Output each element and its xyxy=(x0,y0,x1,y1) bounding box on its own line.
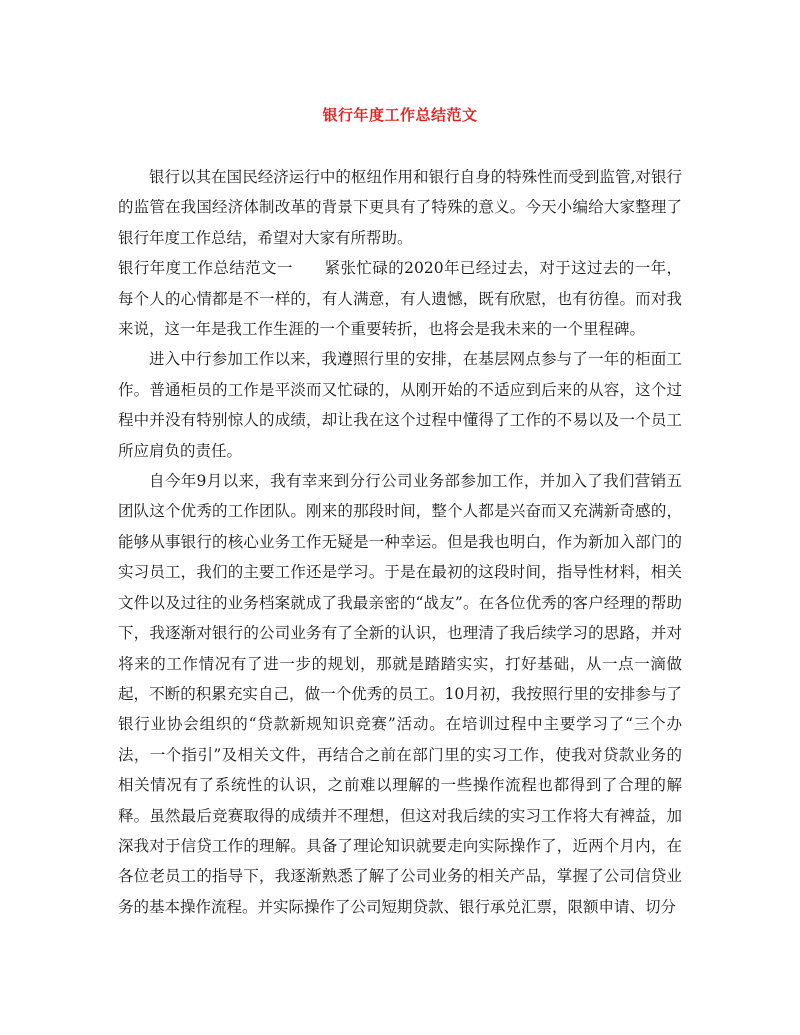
paragraph-sample-one: 银行年度工作总结范文一 紧张忙碌的2020年已经过去，对于这过去的一年，每个人的心情都是不一样的，有人满意，有人遗憾，既有欣慰，也有彷徨。而对我来说，这一年是我工作生涯的一个重要转折，也将会是我未来的一个里程碑。 xyxy=(118,259,682,339)
paragraph-corporate-work: 自今年9月以来，我有幸来到分行公司业务部参加工作，并加入了我们营销五团队这个优秀的工作团队。刚来的那段时间，整个人都是兴奋而又充满新奇感的，能够从事银行的核心业务工作无疑是一种幸运。但是我也明白，作为新加入部门的实习员工，我们的主要工作还是学习。于是在最初的这段时间，指导性材料，相关文件以及过往的业务档案就成了我最亲密的“战友”。在各位优秀的客户经理的帮助下，我逐渐对银行的公司业务有了全新的认识，也理清了我后续学习的思路，并对将来的工作情况有了进一步的规划，那就是踏踏实实，打好基础，从一点一滴做起，不断的积累充实自己，做一个优秀的员工。10月初，我按照行里的安排参与了银行业协会组织的“贷款新规知识竞赛”活动。在培训过程中主要学习了“三个办法，一个指引”及相关文件，再结合之前在部门里的实习工作，使我对贷款业务的相关情况有了系统性的认识，之前难以理解的一些操作流程也都得到了合理的解释。虽然最后竞赛取得的成绩并不理想，但这对我后续的实习工作将大有裨益，加深我对于信贷工作的理解。具备了理论知识就要走向实际操作了，近两个月内，在各位老员工的指导下，我逐渐熟悉了解了公司业务的相关产品，掌握了公司信贷业务的基本操作流程。并实际操作了公司短期贷款、银行承兑汇票，限额申请、切分 xyxy=(118,472,682,916)
paragraph-counter-work: 进入中行参加工作以来，我遵照行里的安排，在基层网点参与了一年的柜面工作。普通柜员的工作是平淡而又忙碌的，从刚开始的不适应到后来的从容，这个过程中并没有特别惊人的成绩，却让我在这个过程中懂得了工作的不易以及一个员工所应肩负的责任。 xyxy=(118,350,682,460)
document-title: 银行年度工作总结范文 xyxy=(322,106,478,124)
paragraph-intro: 银行以其在国民经济运行中的枢纽作用和银行自身的特殊性而受到监管,对银行的监管在我国经济体制改革的背景下更具有了特殊的意义。今天小编给大家整理了银行年度工作总结，希望对大家有所帮助。 xyxy=(118,168,682,247)
document-body xyxy=(118,162,682,922)
